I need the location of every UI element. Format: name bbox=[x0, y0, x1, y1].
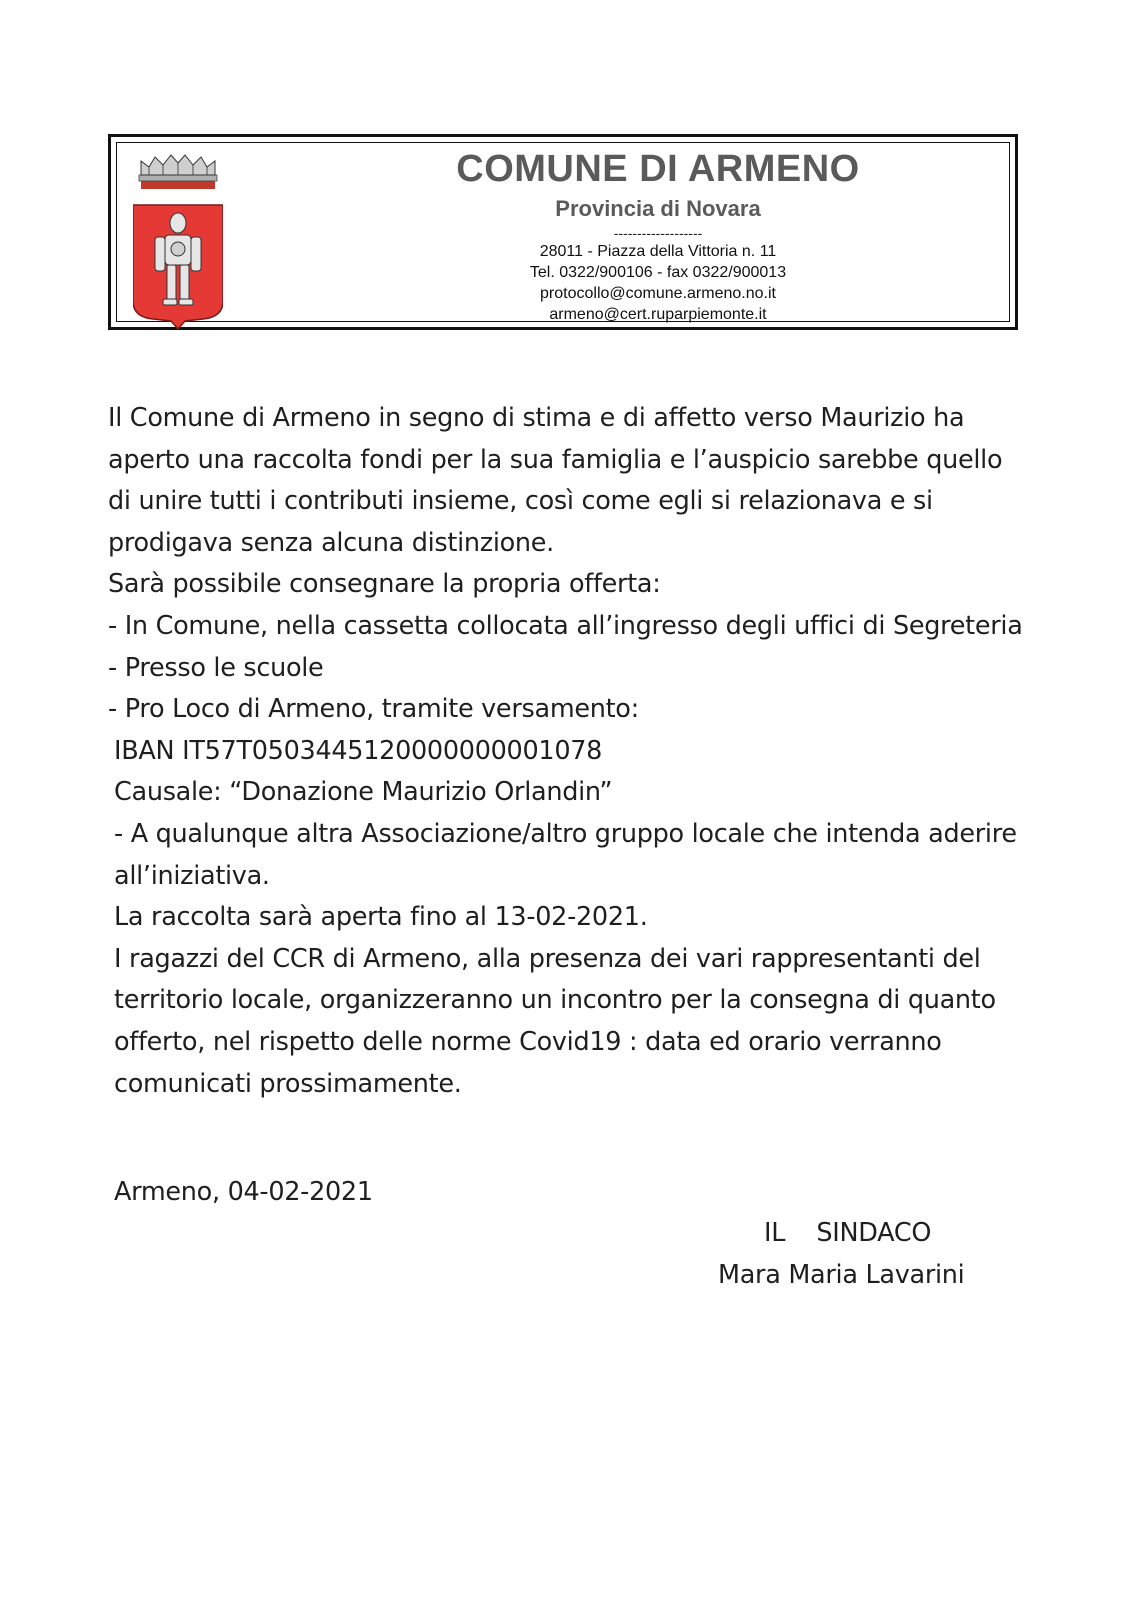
municipal-crest-icon bbox=[133, 151, 223, 331]
letterhead-text bbox=[301, 137, 1015, 325]
ccr-paragraph: I ragazzi del CCR di Armeno, alla presenza dei vari rappresentanti del territorio locale, organizzeranno un incontro per la consegna di quanto offerto, nel rispetto delle norme Covid19 : data ed orario verranno comunicati prossimamente. bbox=[114, 943, 996, 1099]
option-pro-loco: - Pro Loco di Armeno, tramite versamento: bbox=[108, 694, 639, 725]
municipality-title: COMUNE DI ARMENO bbox=[456, 148, 860, 190]
causale-line: Causale: “Donazione Maurizio Orlandin” bbox=[114, 777, 613, 808]
deadline-line: La raccolta sarà aperta fino al 13-02-2021. bbox=[114, 902, 648, 933]
province-name: Provincia di Novara bbox=[555, 196, 761, 221]
place-date: Armeno, 04-02-2021 bbox=[114, 1177, 373, 1207]
iban-line: IBAN IT57T0503445120000000001078 bbox=[114, 735, 603, 766]
signer-role: IL SINDACO bbox=[764, 1218, 932, 1248]
delivery-intro: Sarà possibile consegnare la propria offerta: bbox=[108, 569, 661, 600]
option-associations: - A qualunque altra Associazione/altro gruppo locale che intenda aderire all’iniziativa. bbox=[114, 818, 1017, 891]
letterhead bbox=[108, 134, 1018, 330]
email-line: protocollo@comune.armeno.no.it bbox=[540, 285, 776, 302]
pec-line: armeno@cert.ruparpiemonte.it bbox=[549, 306, 767, 323]
signature-block bbox=[108, 1172, 1028, 1290]
intro-paragraph: Il Comune di Armeno in segno di stima e di affetto verso Maurizio ha aperto una raccolta fondi per la sua famiglia e l’auspicio sarebbe quello di unire tutti i contributi insieme, così come egli si relazionava e si prodigava senza alcuna distinzione. bbox=[108, 403, 1003, 558]
phone-line: Tel. 0322/900106 - fax 0322/900013 bbox=[529, 264, 787, 281]
letterhead-separator: ------------------- bbox=[613, 225, 703, 241]
signer-name: Mara Maria Lavarini bbox=[718, 1260, 965, 1290]
letter-body bbox=[108, 398, 1028, 1105]
option-comune: - In Comune, nella cassetta collocata all’ingresso degli uffici di Segreteria bbox=[108, 610, 1023, 641]
address-line: 28011 - Piazza della Vittoria n. 11 bbox=[539, 243, 777, 260]
option-schools: - Presso le scuole bbox=[108, 652, 324, 683]
